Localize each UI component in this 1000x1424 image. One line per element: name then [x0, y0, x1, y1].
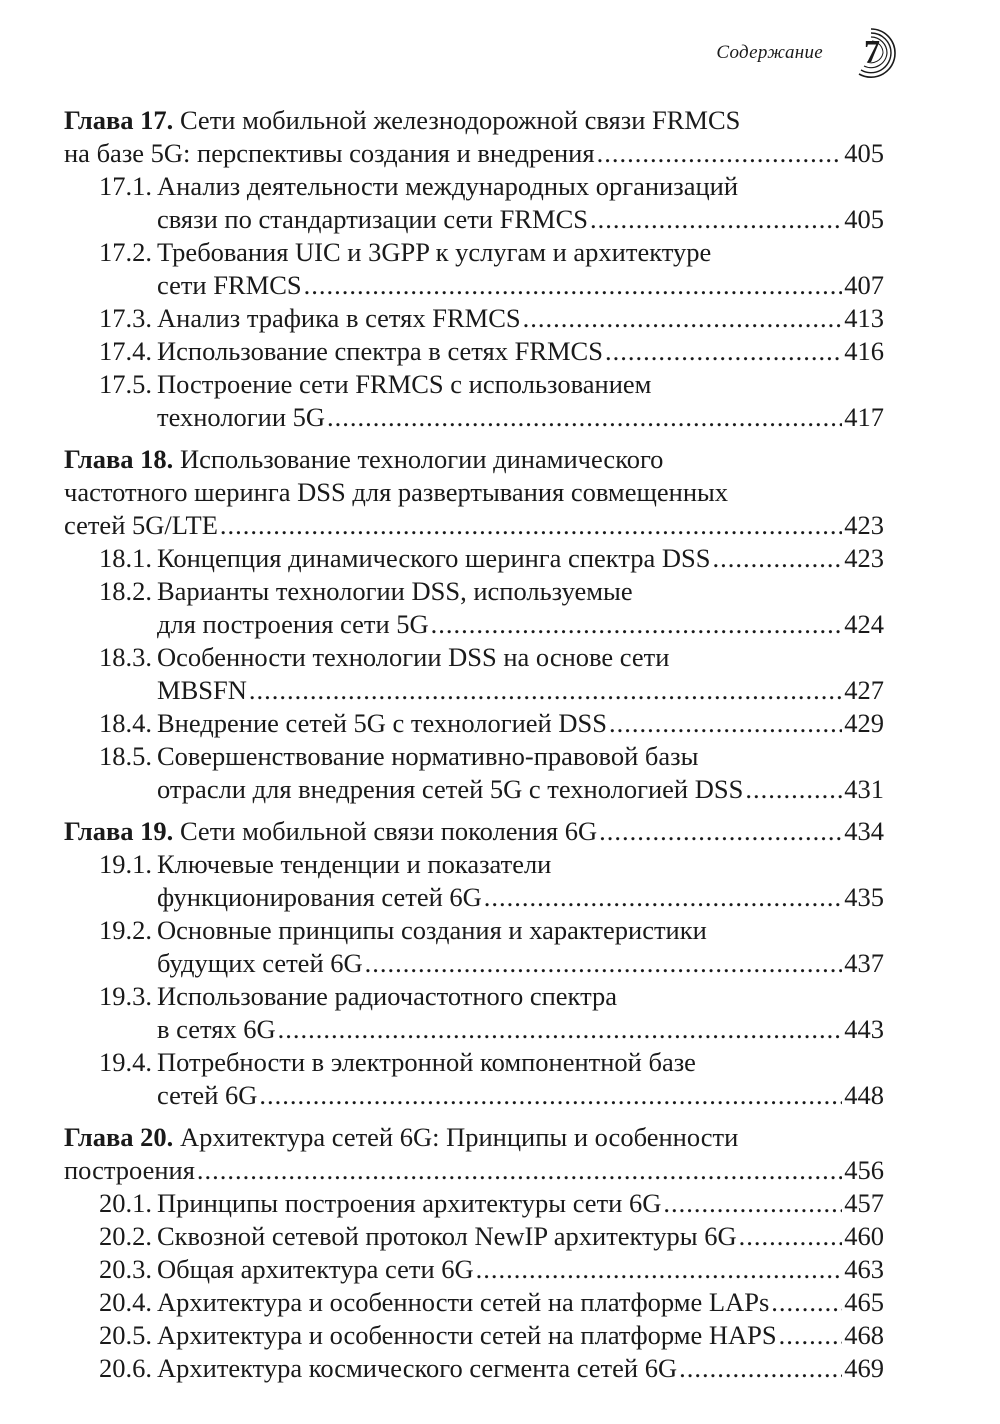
section-number: 19.1.	[99, 849, 152, 879]
section-entry[interactable]	[64, 575, 884, 641]
chapter-block	[64, 815, 884, 1112]
section-entry[interactable]	[64, 1220, 884, 1253]
chapter-block	[64, 104, 884, 434]
section-title-line	[157, 401, 884, 434]
chapter-title-line	[64, 509, 884, 542]
section-title-text: Архитектура космического сегмента сетей 6G	[157, 1353, 678, 1383]
section-entry[interactable]	[64, 707, 884, 740]
section-title-text: Архитектура и особенности сетей на платформе HAPS	[157, 1320, 777, 1350]
section-number: 19.3.	[99, 981, 152, 1011]
header-title: Содержание	[716, 42, 823, 63]
chapter-title-line	[64, 815, 884, 848]
chapter-title-text: сетей 5G/LTE	[64, 510, 218, 540]
dot-leader	[523, 302, 843, 335]
section-page-number: 424	[844, 609, 884, 639]
section-entry[interactable]	[64, 848, 884, 914]
chapter-title-text: построения	[64, 1155, 195, 1185]
section-number: 20.6.	[99, 1353, 152, 1383]
section-number: 19.2.	[99, 915, 152, 945]
section-title-text: Особенности технологии DSS на основе сети	[157, 642, 670, 672]
section-number: 18.5.	[99, 741, 152, 771]
section-number: 18.3.	[99, 642, 152, 672]
page-number: 7	[864, 33, 880, 69]
chapter-title-line	[64, 137, 884, 170]
section-title-text: Ключевые тенденции и показатели	[157, 849, 552, 879]
section-page-number: 468	[844, 1320, 884, 1350]
section-title-text: сети FRMCS	[157, 270, 302, 300]
dot-leader	[476, 1253, 843, 1286]
section-number: 20.3.	[99, 1254, 152, 1284]
chapter-title-text: Сети мобильной железнодорожной связи FRMCS	[179, 105, 741, 135]
section-title-line	[157, 881, 884, 914]
section-number: 17.2.	[99, 237, 152, 267]
section-entry[interactable]	[64, 302, 884, 335]
section-title-line	[157, 1352, 884, 1385]
chapter-entry[interactable]	[64, 443, 884, 542]
section-page-number: 435	[844, 882, 884, 912]
section-title-text: будущих сетей 6G	[157, 948, 363, 978]
section-entry[interactable]	[64, 1319, 884, 1352]
section-title-line	[157, 1046, 884, 1079]
chapter-label: Глава 17.	[64, 105, 174, 135]
section-title-text: Внедрение сетей 5G с технологией DSS	[157, 708, 607, 738]
section-entry[interactable]	[64, 1187, 884, 1220]
section-page-number: 469	[844, 1353, 884, 1383]
section-title-line	[157, 170, 884, 203]
section-entry[interactable]	[64, 542, 884, 575]
section-title-line	[157, 608, 884, 641]
dot-leader	[771, 1286, 842, 1319]
section-title-text: технологии 5G	[157, 402, 326, 432]
section-title-line	[157, 914, 884, 947]
chapter-title-text: Архитектура сетей 6G: Принципы и особенности	[179, 1122, 739, 1152]
section-title-text: Варианты технологии DSS, используемые	[157, 576, 633, 606]
section-entry[interactable]	[64, 368, 884, 434]
section-title-text: отрасли для внедрения сетей 5G с технологией DSS	[157, 774, 744, 804]
section-title-line	[157, 740, 884, 773]
section-title-line	[157, 1220, 884, 1253]
dot-leader	[779, 1319, 843, 1352]
section-entry[interactable]	[64, 980, 884, 1046]
section-page-number: 405	[844, 204, 884, 234]
section-title-text: Анализ трафика в сетях FRMCS	[157, 303, 521, 333]
section-title-text: в сетях 6G	[157, 1014, 276, 1044]
section-title-text: Общая архитектура сети 6G	[157, 1254, 474, 1284]
dot-leader	[739, 1220, 843, 1253]
section-title-line	[157, 848, 884, 881]
dot-leader	[597, 137, 843, 170]
dot-leader	[249, 674, 842, 707]
dot-leader	[679, 1352, 842, 1385]
section-number: 17.4.	[99, 336, 152, 366]
section-page-number: 460	[844, 1221, 884, 1251]
section-title-text: Основные принципы создания и характеристики	[157, 915, 707, 945]
section-title-text: Использование спектра в сетях FRMCS	[157, 336, 603, 366]
table-of-contents	[64, 104, 884, 1394]
dot-leader	[365, 947, 843, 980]
dot-leader	[220, 509, 842, 542]
section-page-number: 423	[844, 543, 884, 573]
chapter-entry[interactable]	[64, 104, 884, 170]
section-number: 18.1.	[99, 543, 152, 573]
section-page-number: 416	[844, 336, 884, 366]
section-title-line	[157, 335, 884, 368]
chapter-entry[interactable]	[64, 1121, 884, 1187]
section-title-line	[157, 575, 884, 608]
section-title-text: связи по стандартизации сети FRMCS	[157, 204, 588, 234]
section-number: 17.3.	[99, 303, 152, 333]
chapter-page-number: 423	[844, 510, 884, 540]
chapter-title-line	[64, 1121, 884, 1154]
section-title-line	[157, 1319, 884, 1352]
section-entry[interactable]	[64, 914, 884, 980]
dot-leader	[605, 335, 842, 368]
section-title-text: MBSFN	[157, 675, 247, 705]
section-title-text: Построение сети FRMCS с использованием	[157, 369, 652, 399]
chapter-page-number: 456	[844, 1155, 884, 1185]
section-title-line	[157, 674, 884, 707]
section-page-number: 448	[844, 1080, 884, 1110]
dot-leader	[304, 269, 843, 302]
section-page-number: 437	[844, 948, 884, 978]
chapter-page-number: 434	[844, 816, 884, 846]
section-title-text: Потребности в электронной компонентной базе	[157, 1047, 696, 1077]
chapter-title-line	[64, 476, 884, 509]
section-title-line	[157, 773, 884, 806]
chapter-title-line	[64, 443, 884, 476]
section-page-number: 417	[844, 402, 884, 432]
section-title-line	[157, 707, 884, 740]
section-title-line	[157, 203, 884, 236]
section-title-line	[157, 980, 884, 1013]
section-page-number: 443	[844, 1014, 884, 1044]
chapter-block	[64, 1121, 884, 1385]
section-title-line	[157, 368, 884, 401]
chapter-title-line	[64, 1154, 884, 1187]
section-title-text: Требования UIC и 3GPP к услугам и архитектуре	[157, 237, 712, 267]
section-title-line	[157, 236, 884, 269]
dot-leader	[431, 608, 843, 641]
section-page-number: 431	[844, 774, 884, 804]
dot-leader	[663, 1187, 842, 1220]
section-number: 18.4.	[99, 708, 152, 738]
chapter-label: Глава 20.	[64, 1122, 174, 1152]
section-entry[interactable]	[64, 1352, 884, 1385]
dot-leader	[259, 1079, 842, 1112]
dot-leader	[745, 773, 842, 806]
section-number: 17.1.	[99, 171, 152, 201]
dot-leader	[278, 1013, 843, 1046]
section-page-number: 407	[844, 270, 884, 300]
section-page-number: 429	[844, 708, 884, 738]
section-title-text: Анализ деятельности международных организаций	[157, 171, 739, 201]
section-title-line	[157, 1187, 884, 1220]
section-title-text: сетей 6G	[157, 1080, 258, 1110]
section-number: 20.4.	[99, 1287, 152, 1317]
chapter-block	[64, 443, 884, 806]
section-title-line	[157, 542, 884, 575]
chapter-title-text: частотного шеринга DSS для развертывания совмещенных	[64, 477, 729, 507]
chapter-page-number: 405	[844, 138, 884, 168]
dot-leader	[327, 401, 842, 434]
chapter-title-text: на базе 5G: перспективы создания и внедрения	[64, 138, 595, 168]
section-entry[interactable]	[64, 740, 884, 806]
section-title-text: Сквозной сетевой протокол NewIP архитектуры 6G	[157, 1221, 737, 1251]
section-entry[interactable]	[64, 1046, 884, 1112]
section-title-text: Использование радиочастотного спектра	[157, 981, 617, 1011]
section-title-text: для построения сети 5G	[157, 609, 429, 639]
section-number: 19.4.	[99, 1047, 152, 1077]
dot-leader	[484, 881, 842, 914]
section-title-text: Совершенствование нормативно-правовой базы	[157, 741, 699, 771]
section-entry[interactable]	[64, 335, 884, 368]
section-page-number: 427	[844, 675, 884, 705]
section-entry[interactable]	[64, 1286, 884, 1319]
chapter-title-text: Использование технологии динамического	[179, 444, 664, 474]
section-title-text: Концепция динамического шеринга спектра DSS	[157, 543, 711, 573]
chapter-title-line	[64, 104, 884, 137]
section-entry[interactable]	[64, 1253, 884, 1286]
section-page-number: 465	[844, 1287, 884, 1317]
section-title-text: Принципы построения архитектуры сети 6G	[157, 1188, 662, 1218]
chapter-entry[interactable]	[64, 815, 884, 848]
section-title-line	[157, 1079, 884, 1112]
section-number: 20.2.	[99, 1221, 152, 1251]
section-page-number: 463	[844, 1254, 884, 1284]
section-number: 20.1.	[99, 1188, 152, 1218]
section-title-line	[157, 1013, 884, 1046]
section-title-line	[157, 302, 884, 335]
chapter-label: Глава 19.	[64, 816, 174, 846]
section-page-number: 413	[844, 303, 884, 333]
dot-leader	[609, 707, 842, 740]
section-title-line	[157, 1286, 884, 1319]
section-entry[interactable]	[64, 236, 884, 302]
section-entry[interactable]	[64, 641, 884, 707]
page-number-badge	[849, 25, 905, 81]
section-title-line	[157, 269, 884, 302]
dot-leader	[197, 1154, 842, 1187]
section-title-text: Архитектура и особенности сетей на платформе LAPs	[157, 1287, 770, 1317]
section-number: 20.5.	[99, 1320, 152, 1350]
section-title-text: функционирования сетей 6G	[157, 882, 482, 912]
section-title-line	[157, 947, 884, 980]
dot-leader	[590, 203, 842, 236]
chapter-title-text: Сети мобильной связи поколения 6G	[179, 816, 598, 846]
chapter-label: Глава 18.	[64, 444, 174, 474]
section-title-line	[157, 1253, 884, 1286]
dot-leader	[599, 815, 842, 848]
running-header	[716, 28, 905, 78]
section-title-line	[157, 641, 884, 674]
section-number: 18.2.	[99, 576, 152, 606]
section-entry[interactable]	[64, 170, 884, 236]
section-page-number: 457	[844, 1188, 884, 1218]
dot-leader	[712, 542, 842, 575]
section-number: 17.5.	[99, 369, 152, 399]
